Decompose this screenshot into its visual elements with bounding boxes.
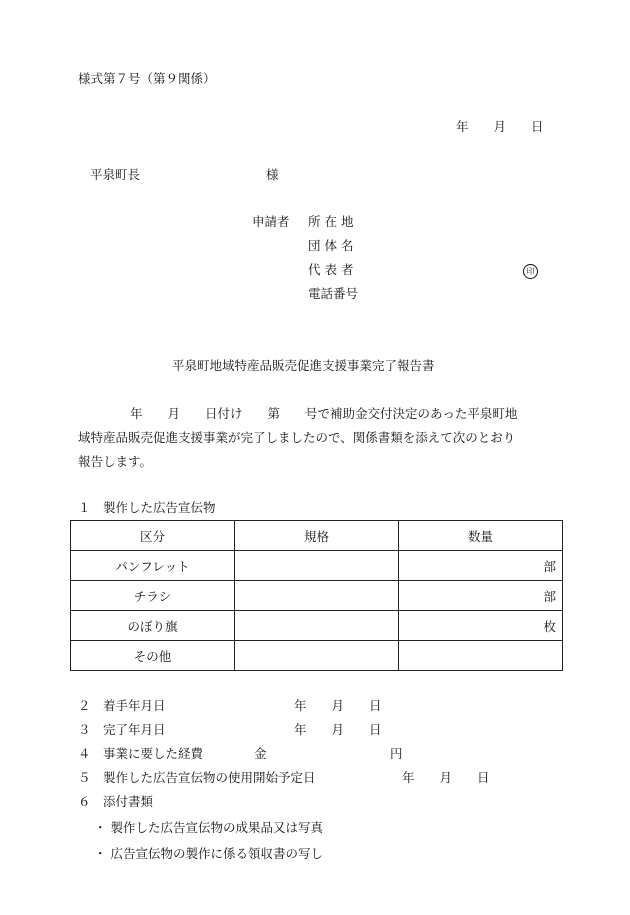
attachments-label: ６ 添付書類 bbox=[78, 794, 154, 809]
row-category: その他 bbox=[71, 641, 235, 671]
advertising-items-table bbox=[70, 520, 563, 671]
use-date-label: ５ 製作した広告宣伝物の使用開始予定日 bbox=[78, 770, 316, 785]
seal-mark: 印 bbox=[523, 262, 538, 279]
table-row bbox=[71, 641, 563, 671]
header-spec: 規格 bbox=[235, 521, 399, 551]
form-number: 様式第７号（第９関係） bbox=[78, 71, 216, 86]
recipient-name: 平泉町長 bbox=[90, 167, 141, 182]
use-date-value: 年 月 日 bbox=[402, 770, 490, 785]
date-line: 年 月 日 bbox=[456, 119, 544, 134]
start-date-value: 年 月 日 bbox=[294, 698, 382, 713]
start-date-label: ２ 着手年月日 bbox=[78, 698, 166, 713]
recipient-honorific: 様 bbox=[266, 167, 279, 182]
row-category: パンフレット bbox=[71, 551, 235, 581]
body-line-2: 域特産品販売促進支援事業が完了しましたので、関係書類を添えて次のとおり bbox=[78, 430, 516, 445]
table-row bbox=[71, 611, 563, 641]
row-quantity-unit bbox=[399, 641, 563, 671]
attachment-item: ・ 広告宣伝物の製作に係る領収書の写し bbox=[94, 846, 323, 861]
header-quantity: 数量 bbox=[399, 521, 563, 551]
row-spec bbox=[235, 641, 399, 671]
applicant-representative-label: 代 表 者 bbox=[308, 262, 354, 277]
cost-label: ４ 事業に要した経費 bbox=[78, 746, 204, 761]
row-spec bbox=[235, 611, 399, 641]
table-header-row bbox=[71, 521, 563, 551]
applicant-phone-label: 電話番号 bbox=[308, 286, 359, 301]
table-row bbox=[71, 551, 563, 581]
applicant-organization-label: 団 体 名 bbox=[308, 238, 354, 253]
row-category: のぼり旗 bbox=[71, 611, 235, 641]
applicant-address-label: 所 在 地 bbox=[308, 214, 354, 229]
cost-prefix: 金 bbox=[254, 746, 267, 761]
table-row bbox=[71, 581, 563, 611]
section1-title: １ 製作した広告宣伝物 bbox=[78, 500, 216, 515]
body-line-1: 年 月 日付け 第 号で補助金交付決定のあった平泉町地 bbox=[130, 406, 518, 421]
applicant-label: 申請者 bbox=[252, 214, 290, 229]
cost-suffix: 円 bbox=[390, 746, 403, 761]
row-quantity-unit: 枚 bbox=[399, 611, 563, 641]
row-quantity-unit: 部 bbox=[399, 581, 563, 611]
row-quantity-unit: 部 bbox=[399, 551, 563, 581]
body-line-3: 報告します。 bbox=[78, 454, 153, 469]
attachment-item: ・ 製作した広告宣伝物の成果品又は写真 bbox=[94, 820, 323, 835]
end-date-label: ３ 完了年月日 bbox=[78, 722, 166, 737]
row-spec bbox=[235, 581, 399, 611]
document-title: 平泉町地域特産品販売促進支援事業完了報告書 bbox=[172, 358, 435, 373]
row-category: チラシ bbox=[71, 581, 235, 611]
header-category: 区分 bbox=[71, 521, 235, 551]
row-spec bbox=[235, 551, 399, 581]
end-date-value: 年 月 日 bbox=[294, 722, 382, 737]
